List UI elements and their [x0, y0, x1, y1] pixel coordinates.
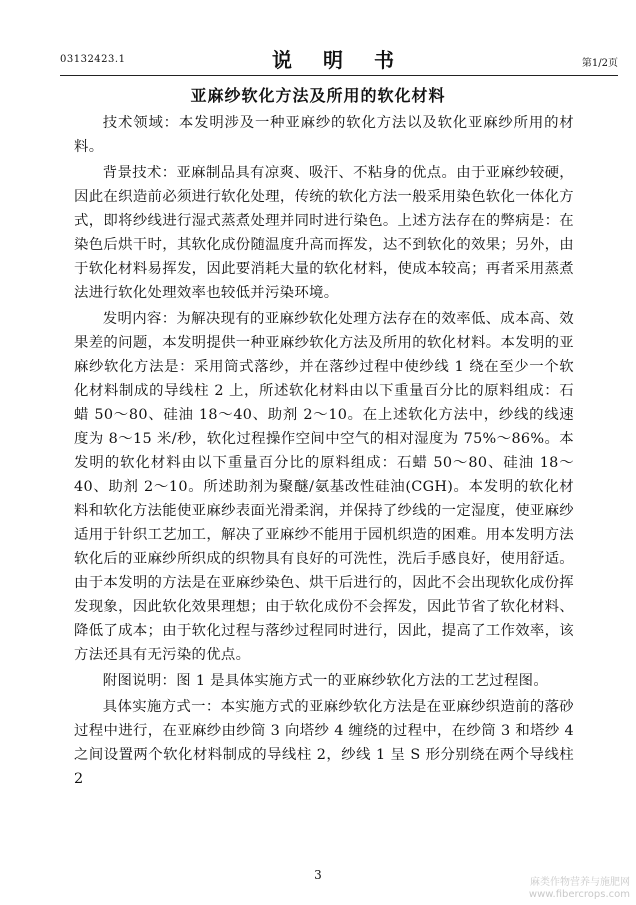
paragraph-invention-content: 发明内容：为解决现有的亚麻纱软化处理方法存在的效率低、成本高、效果差的问题，本发明提供一种亚麻纱软化方法及所用的软化材料。本发明的亚麻纱软化方法是：采用筒式落纱，并在落纱过程中使纱线 1 绕在至少一个软化材料制成的导线柱 2 上，所述软化材料由以下重量百分比的原料组成：石蜡 50～80、硅油 18～40、助剂 2～10。在上述软化方法中，纱线的线速度为 8～15 米/秒，软化过程操作空间中空气的相对湿度为 75%～86%。本发明的软化材料由以下重量百分比的原料组成：石蜡 50～80、硅油 18～40、助剂 2～10。所述助剂为聚醚/氨基改性硅油(CGH)。本发明的软化材料和软化方法能使亚麻纱表面光滑柔润，并保持了纱线的一定湿度，使亚麻纱适用于针织工艺加工，解决了亚麻纱不能用于园机织造的困难。用本发明方法软化后的亚麻纱所织成的织物具有良好的可洗性，洗后手感良好，使用舒适。由于本发明的方法是在亚麻纱染色、烘干后进行的，因此不会出现软化成份挥发现象，因此软化效果理想；由于软化成份不会挥发，因此节省了软化材料、降低了成本；由于软化过程与落纱过程同时进行，因此，提高了工作效率，该方法还具有无污染的优点。 [74, 311, 574, 663]
header-divider [60, 75, 618, 76]
watermark-name: 麻类作物营养与施肥网 [530, 877, 630, 888]
doc-number: 03132423.1 [60, 54, 126, 65]
page-header [60, 44, 618, 74]
document-body [74, 111, 574, 793]
watermark-url: www.fibercrops.com [528, 889, 630, 900]
paragraph-background: 背景技术：亚麻制品具有凉爽、吸汗、不粘身的优点。由于亚麻纱较硬，因此在织造前必须进行软化处理，传统的软化方法一般采用染色软化一体化方式，即将纱线进行湿式蒸煮处理并同时进行染色。上述方法存在的弊病是：在染色后烘干时，其软化成份随温度升高而挥发，达不到软化的效果；另外，由于软化材料易挥发，因此要消耗大量的软化材料，使成本较高；再者采用蒸煮法进行软化处理效率也较低并污染环境。 [74, 165, 574, 301]
paragraph-embodiment-one: 具体实施方式一：本实施方式的亚麻纱软化方法是在亚麻纱织造前的落砂过程中进行，在亚麻纱由纱筒 3 向塔纱 4 缠绕的过程中，在纱筒 3 和塔纱 4 之间设置两个软化材料制成的导线柱 2，纱线 1 呈 S 形分别绕在两个导线柱 2 [74, 699, 574, 787]
watermark [529, 877, 630, 901]
page-number: 3 [314, 868, 322, 882]
paragraph-figure-description: 附图说明：图 1 是具体实施方式一的亚麻纱软化方法的工艺过程图。 [102, 673, 549, 689]
paragraph-technical-field: 技术领域：本发明涉及一种亚麻纱的软化方法以及软化亚麻纱所用的材料。 [74, 115, 574, 155]
page-label: 第1/2页 [581, 58, 618, 69]
document-title: 亚麻纱软化方法及所用的软化材料 [190, 86, 446, 105]
doc-type-title: 说 明 书 [272, 48, 406, 72]
